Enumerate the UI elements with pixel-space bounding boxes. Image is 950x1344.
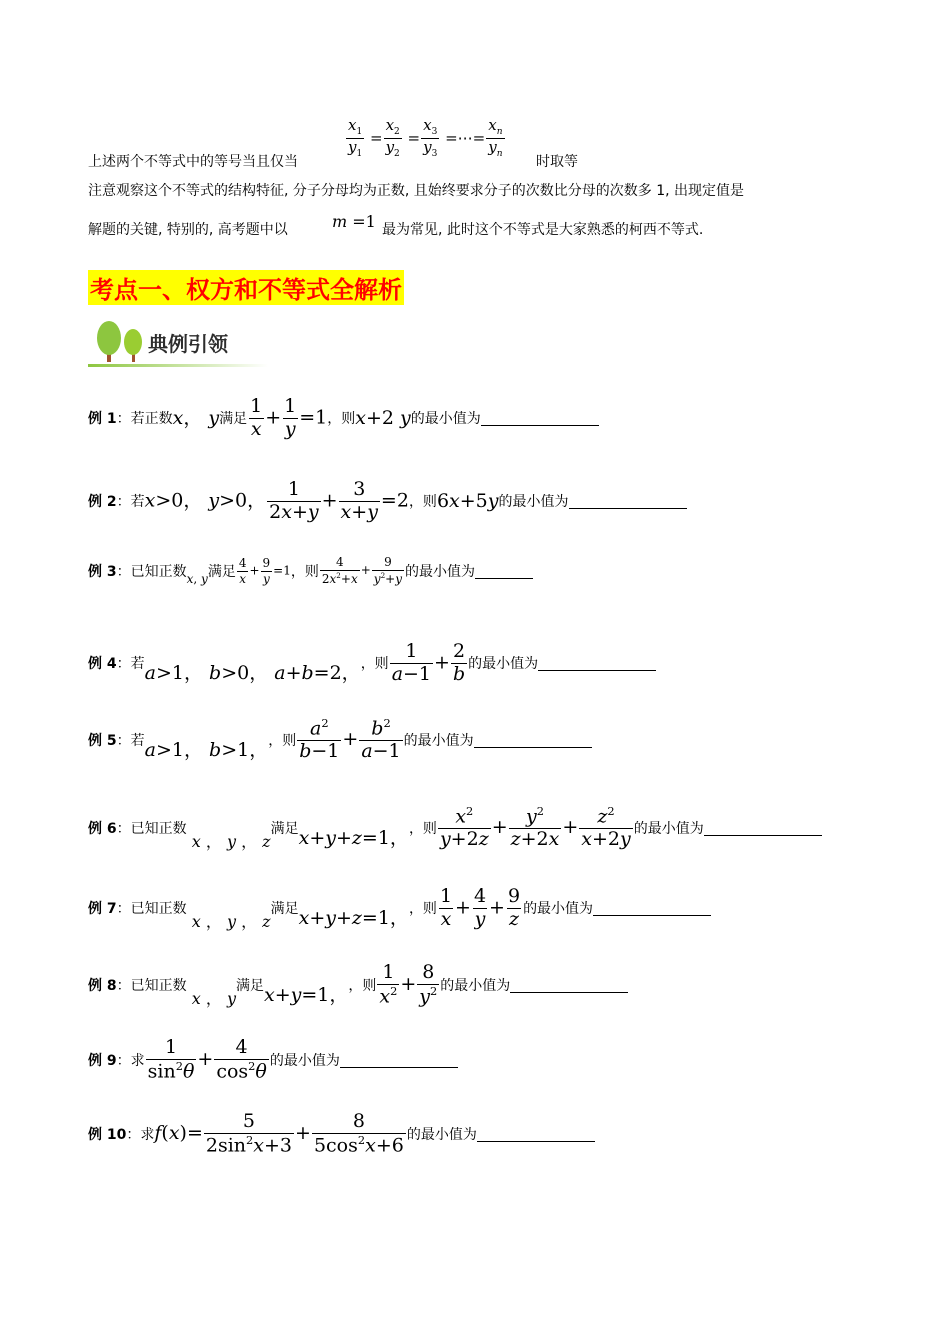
example-label: 例 8 bbox=[88, 978, 117, 994]
intro-line-2: 注意观察这个不等式的结构特征, 分子分母均为正数, 且始终要求分子的次数比分母的次数多 1, 出现定值是 bbox=[88, 183, 745, 199]
answer-blank[interactable] bbox=[510, 978, 628, 993]
example-1: 例 1 ： 若正数 x， y 满足 $\frac{1}{x}$ + $\frac{1}{y}$ =1 ，则 x+2 y 的最小值为 bbox=[88, 383, 599, 453]
badge-label: 典例引领 bbox=[148, 332, 228, 356]
section-heading: 考点一、权方和不等式全解析 bbox=[88, 270, 404, 305]
example-label: 例 2 bbox=[88, 494, 117, 510]
intro-line-3a: 解题的关键, 特别的, 高考题中以 bbox=[88, 222, 288, 238]
intro-line-3b: 最为常见, 此时这个不等式是大家熟悉的柯西不等式. bbox=[382, 222, 704, 238]
example-label: 例 3 bbox=[88, 564, 117, 580]
intro-line-3-math: m =1 bbox=[332, 212, 376, 231]
badge-underline bbox=[88, 364, 268, 367]
intro-line-1: 上述两个不等式中的等号当且仅当 bbox=[88, 154, 298, 170]
answer-blank[interactable] bbox=[569, 494, 687, 509]
example-label: 例 1 bbox=[88, 411, 117, 427]
example-2: 例 2 ： 若 x>0， y>0， $\frac{1}{2x+y}$ + $\frac{3}{x+y}$ =2 ，则 6x+5y 的最小值为 bbox=[88, 466, 687, 536]
example-label: 例 9 bbox=[88, 1053, 117, 1069]
answer-blank[interactable] bbox=[474, 733, 592, 748]
equality-condition-formula: $\frac{x_1}{y_1}$ = $\frac{x_2}{y_2}$ = $\frac{x_3}{y_3}$ =⋯= $\frac{x_n}{y_n}$ bbox=[348, 116, 503, 160]
example-label: 例 5 bbox=[88, 733, 117, 749]
example-9: 例 9 ： 求 $\frac{1}{\sin^2\theta}$ + $\frac{4}{\cos^2\theta}$ 的最小值为 bbox=[88, 1030, 458, 1090]
example-7: 例 7 ： 已知正数 x ， y ， z 满足 x+y+z=1， ，则 $\frac{1}{x}$ + $\frac{4}{y}$ + $\frac{9}{z}$ 的最小值为 bbox=[88, 878, 711, 938]
tree-icon bbox=[90, 318, 150, 364]
example-label: 例 6 bbox=[88, 821, 117, 837]
intro-line-1-tail: 时取等 bbox=[536, 154, 578, 170]
answer-blank[interactable] bbox=[538, 656, 656, 671]
example-3: 例 3 ： 已知正数 x, y 满足 $\frac{4}{x}$ + $\frac{9}{y}$ =1 ，则 $\frac{4}{2x^2+x}$ + $\frac{9}{y^2+y}$ 的最小值为 bbox=[88, 543, 533, 599]
example-4: 例 4 ： 若 a>1， b>0， a+b=2， ，则 $\frac{1}{a-1}$ + $\frac{2}{b}$ 的最小值为 bbox=[88, 633, 656, 693]
example-label: 例 4 bbox=[88, 656, 117, 672]
example-6: 例 6 ： 已知正数 x ， y ， z 满足 x+y+z=1， ，则 $\frac{x^2}{y+2z}$ + $\frac{y^2}{z+2x}$ + $\frac{z^2}{x+2y}$ 的最小值为 bbox=[88, 797, 822, 859]
answer-blank[interactable] bbox=[340, 1053, 458, 1068]
answer-blank[interactable] bbox=[593, 901, 711, 916]
answer-blank[interactable] bbox=[475, 564, 533, 579]
answer-blank[interactable] bbox=[481, 411, 599, 426]
example-8: 例 8 ： 已知正数 x ， y 满足 x+y=1， ，则 $\frac{1}{x^2}$ + $\frac{8}{y^2}$ 的最小值为 bbox=[88, 955, 628, 1015]
example-10: 例 10 ： 求 f(x)= $\frac{5}{2\sin^2x+3}$ + $\frac{8}{5\cos^2x+6}$ 的最小值为 bbox=[88, 1104, 595, 1164]
example-label: 例 7 bbox=[88, 901, 117, 917]
example-5: 例 5 ： 若 a>1， b>1， ，则 $\frac{a^2}{b-1}$ + $\frac{b^2}{a-1}$ 的最小值为 bbox=[88, 710, 592, 770]
answer-blank[interactable] bbox=[704, 821, 822, 836]
example-label: 例 10 bbox=[88, 1127, 127, 1143]
answer-blank[interactable] bbox=[477, 1127, 595, 1142]
examples-badge bbox=[88, 318, 278, 368]
